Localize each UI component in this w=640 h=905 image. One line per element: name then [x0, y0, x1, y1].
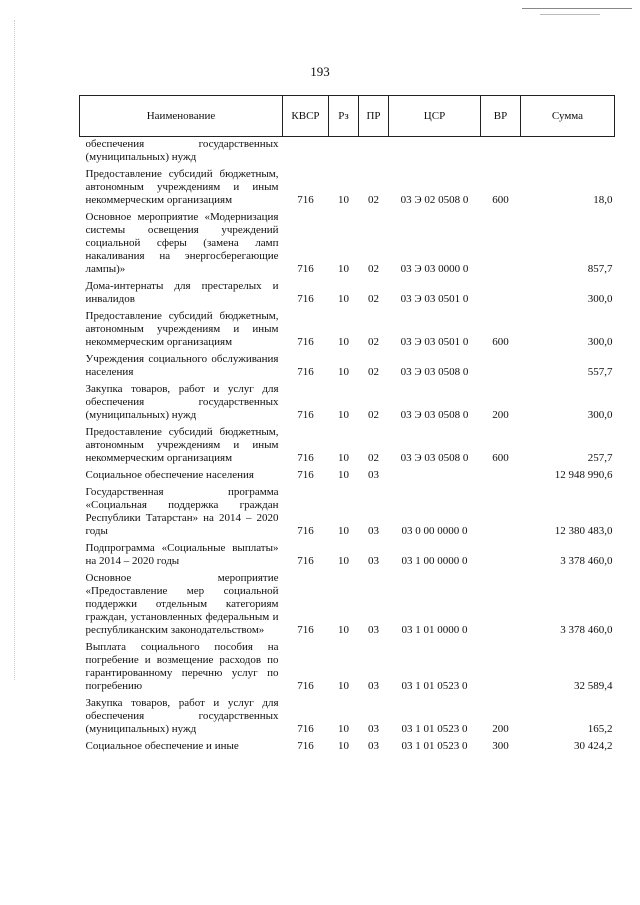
cell-rz: 10 — [338, 525, 349, 537]
cell-sum: 300,0 — [587, 336, 613, 348]
cell-pr: 02 — [368, 409, 379, 421]
cell-pr: 02 — [368, 194, 379, 206]
margin-dots — [14, 20, 16, 680]
cell-rz: 10 — [338, 336, 349, 348]
cell-kvsr: 716 — [297, 263, 314, 275]
cell-kvsr: 716 — [297, 469, 314, 481]
table-row — [80, 696, 615, 739]
cell-csr: 03 Э 03 0000 0 — [400, 263, 469, 275]
cell-rz: 10 — [338, 366, 349, 378]
cell-name: Учреждения социального обслуживания населения — [85, 353, 279, 378]
cell-rz: 10 — [338, 740, 349, 752]
table-row — [80, 571, 615, 640]
header-pr: ПР — [359, 96, 389, 137]
cell-sum: 12 948 990,6 — [554, 469, 613, 481]
table-row — [80, 640, 615, 696]
cell-name: Выплата социального пособия на погребение и возмещение расходов по гарантированному перечню услуг по погребению — [85, 641, 279, 692]
cell-name: Закупка товаров, работ и услуг для обеспечения государственных (муниципальных) нужд — [85, 697, 279, 735]
cell-pr: 03 — [368, 723, 379, 735]
table-row — [80, 485, 615, 541]
cell-sum: 300,0 — [587, 293, 613, 305]
cell-name: Социальное обеспечение и иные — [85, 740, 239, 752]
cell-csr: 03 Э 03 0508 0 — [400, 452, 469, 464]
cell-vr — [481, 352, 521, 382]
table-row — [80, 210, 615, 279]
cell-pr: 02 — [368, 452, 379, 464]
cell-rz — [329, 137, 359, 168]
cell-pr: 03 — [368, 469, 379, 481]
cell-pr: 03 — [368, 624, 379, 636]
cell-name: Основное мероприятие «Предоставление мер социальной поддержки отдельным категориям граждан, установленных федеральным и республиканским законодательством» — [85, 572, 279, 636]
cell-vr: 200 — [492, 409, 509, 421]
cell-rz: 10 — [338, 293, 349, 305]
cell-name: Дома-интернаты для престарелых и инвалидов — [85, 280, 279, 305]
cell-pr: 02 — [368, 263, 379, 275]
cell-kvsr: 716 — [297, 336, 314, 348]
cell-kvsr: 716 — [297, 366, 314, 378]
cell-rz: 10 — [338, 409, 349, 421]
cell-name: Подпрограмма «Социальные выплаты» на 2014 – 2020 годы — [85, 542, 279, 567]
table-row — [80, 309, 615, 352]
cell-name: Социальное обеспечение населения — [85, 469, 254, 481]
cell-csr: 03 1 00 0000 0 — [401, 555, 468, 567]
cell-csr: 03 Э 03 0501 0 — [400, 293, 469, 305]
cell-pr — [359, 137, 389, 168]
cell-rz: 10 — [338, 624, 349, 636]
cell-csr: 03 1 01 0523 0 — [401, 723, 468, 735]
cell-vr — [481, 541, 521, 571]
header-name: Наименование — [80, 96, 283, 137]
cell-csr — [389, 468, 481, 485]
cell-sum: 557,7 — [587, 366, 613, 378]
cell-kvsr: 716 — [297, 293, 314, 305]
cell-pr: 03 — [368, 680, 379, 692]
cell-csr — [389, 137, 481, 168]
cell-rz: 10 — [338, 263, 349, 275]
budget-table — [79, 95, 615, 756]
page-number: 193 — [310, 64, 330, 79]
table-row — [80, 739, 615, 756]
cell-kvsr: 716 — [297, 525, 314, 537]
cell-name: Предоставление субсидий бюджетным, автономным учреждениям и иным некоммерческим организациям — [85, 168, 279, 206]
cell-csr: 03 0 00 0000 0 — [401, 525, 468, 537]
cell-pr: 02 — [368, 336, 379, 348]
table-row — [80, 541, 615, 571]
cell-vr — [481, 468, 521, 485]
cell-name: Основное мероприятие «Модернизация системы освещения учреждений социальной сферы (замена ламп накаливания на энергосберегающие лампы)» — [85, 211, 279, 275]
cell-vr — [481, 210, 521, 279]
table-row — [80, 382, 615, 425]
cell-pr: 02 — [368, 293, 379, 305]
cell-vr: 600 — [492, 336, 509, 348]
cell-vr — [481, 279, 521, 309]
cell-pr: 03 — [368, 525, 379, 537]
cell-rz: 10 — [338, 194, 349, 206]
cell-pr: 03 — [368, 740, 379, 752]
cell-rz: 10 — [338, 723, 349, 735]
cell-vr — [481, 640, 521, 696]
table-body — [80, 137, 615, 757]
cell-csr: 03 1 01 0000 0 — [401, 624, 468, 636]
cell-name: Закупка товаров, работ и услуг для обеспечения государственных (муниципальных) нужд — [85, 383, 279, 421]
cell-sum: 30 424,2 — [574, 740, 613, 752]
cell-name: обеспечения государственных (муниципальных) нужд — [85, 138, 279, 163]
cell-rz: 10 — [338, 469, 349, 481]
cell-sum: 12 380 483,0 — [554, 525, 613, 537]
cell-csr: 03 1 01 0523 0 — [401, 740, 468, 752]
table-header-row — [80, 96, 615, 137]
cell-name: Государственная программа «Социальная поддержка граждан Республики Татарстан» на 2014 – 2020 годы — [85, 486, 279, 537]
cell-rz: 10 — [338, 452, 349, 464]
cell-sum — [521, 137, 615, 168]
scan-mark — [540, 14, 600, 15]
cell-sum: 257,7 — [587, 452, 613, 464]
cell-kvsr: 716 — [297, 452, 314, 464]
cell-kvsr: 716 — [297, 194, 314, 206]
cell-sum: 3 378 460,0 — [560, 624, 613, 636]
cell-name: Предоставление субсидий бюджетным, автономным учреждениям и иным некоммерческим организациям — [85, 426, 279, 464]
cell-name: Предоставление субсидий бюджетным, автономным учреждениям и иным некоммерческим организациям — [85, 310, 279, 348]
table-row — [80, 468, 615, 485]
cell-csr: 03 1 01 0523 0 — [401, 680, 468, 692]
table-row — [80, 137, 615, 168]
table-row — [80, 425, 615, 468]
cell-pr: 02 — [368, 366, 379, 378]
cell-sum: 18,0 — [593, 194, 613, 206]
cell-kvsr: 716 — [297, 740, 314, 752]
cell-vr: 200 — [492, 723, 509, 735]
cell-kvsr: 716 — [297, 624, 314, 636]
cell-kvsr: 716 — [297, 723, 314, 735]
table-row — [80, 167, 615, 210]
cell-vr — [481, 137, 521, 168]
cell-sum: 857,7 — [587, 263, 613, 275]
header-vr: ВР — [481, 96, 521, 137]
cell-kvsr — [283, 137, 329, 168]
cell-vr: 600 — [492, 452, 509, 464]
cell-rz: 10 — [338, 555, 349, 567]
cell-csr: 03 Э 02 0508 0 — [400, 194, 469, 206]
cell-rz: 10 — [338, 680, 349, 692]
table-row — [80, 352, 615, 382]
header-sum: Сумма — [521, 96, 615, 137]
cell-vr: 600 — [492, 194, 509, 206]
cell-vr: 300 — [492, 740, 509, 752]
cell-sum: 300,0 — [587, 409, 613, 421]
cell-sum: 32 589,4 — [574, 680, 613, 692]
cell-vr — [481, 485, 521, 541]
scan-mark — [522, 8, 632, 9]
cell-kvsr: 716 — [297, 555, 314, 567]
cell-csr: 03 Э 03 0501 0 — [400, 336, 469, 348]
header-kvsr: КВСР — [283, 96, 329, 137]
cell-sum: 165,2 — [587, 723, 613, 735]
header-rz: Рз — [329, 96, 359, 137]
cell-kvsr: 716 — [297, 680, 314, 692]
table-row — [80, 279, 615, 309]
cell-vr — [481, 571, 521, 640]
cell-pr: 03 — [368, 555, 379, 567]
cell-csr: 03 Э 03 0508 0 — [400, 409, 469, 421]
cell-csr: 03 Э 03 0508 0 — [400, 366, 469, 378]
header-csr: ЦСР — [389, 96, 481, 137]
cell-sum: 3 378 460,0 — [560, 555, 613, 567]
cell-kvsr: 716 — [297, 409, 314, 421]
